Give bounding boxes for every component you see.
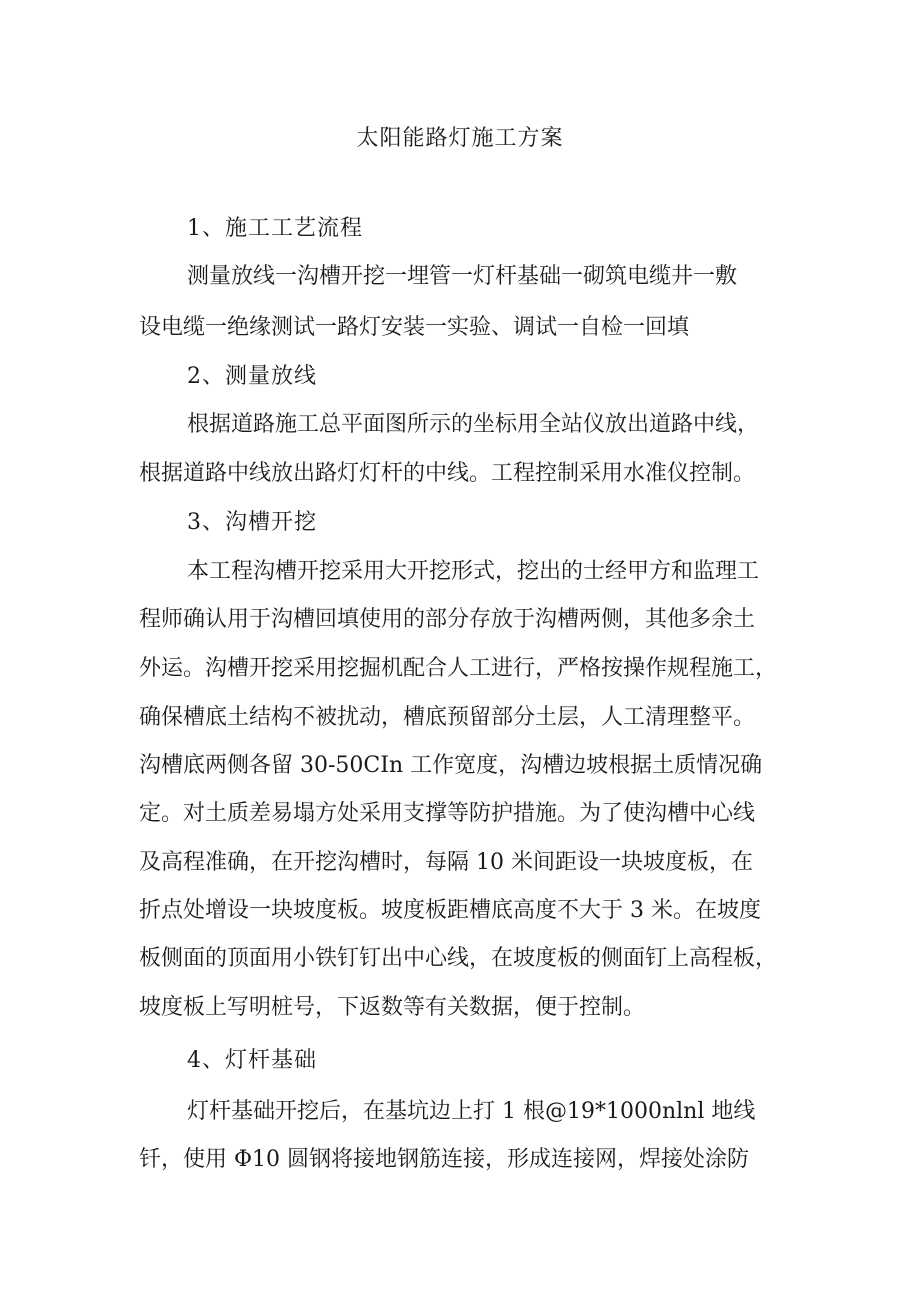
document-title: 太阳能路灯施工方案 <box>356 126 564 151</box>
section-heading-1: 1、施工工艺流程 <box>187 216 363 241</box>
paragraph-line: 折点处增设一块坡度板。坡度板距槽底高度不大于 3 米。在坡度 <box>139 898 761 923</box>
paragraph-line: 灯杆基础开挖后，在基坑边上打 1 根@19*1000nlnl 地线 <box>187 1099 756 1124</box>
section-heading-4: 4、灯杆基础 <box>187 1048 317 1073</box>
paragraph-line: 板侧面的顶面用小铁钉钉出中心线，在坡度板的侧面钉上高程板， <box>139 946 778 971</box>
paragraph-line: 根据道路施工总平面图所示的坐标用全站仪放出道路中线， <box>187 412 760 437</box>
paragraph-line: 本工程沟槽开挖采用大开挖形式，挖出的士经甲方和监理工 <box>187 559 760 584</box>
paragraph-line: 测量放线一沟槽开挖一埋管一灯杆基础一砌筑电缆井一敷 <box>187 264 738 289</box>
paragraph-line: 确保槽底土结构不被扰动，槽底预留部分土层，人工清理整平。 <box>139 705 756 730</box>
paragraph-line: 外运。沟槽开挖采用挖掘机配合人工进行，严格按操作规程施工， <box>139 656 778 681</box>
paragraph-line: 坡度板上写明桩号，下返数等有关数据，便于控制。 <box>139 995 646 1020</box>
paragraph-line: 程师确认用于沟槽回填使用的部分存放于沟槽两侧，其他多余土 <box>139 607 756 632</box>
paragraph-line: 沟槽底两侧各留 30-50CIn 工作宽度，沟槽边坡根据土质情况确 <box>139 753 763 778</box>
section-heading-3: 3、沟槽开挖 <box>187 510 317 535</box>
paragraph-line: 设电缆一绝缘测试一路灯安装一实验、调试一自检一回填 <box>139 315 690 340</box>
paragraph-line: 钎，使用 Φ10 圆钢将接地钢筋连接，形成连接网，焊接处涂防 <box>139 1147 750 1172</box>
paragraph-line: 及高程准确，在开挖沟槽时，每隔 10 米间距设一块坡度板，在 <box>139 850 753 875</box>
paragraph-line: 根据道路中线放出路灯灯杆的中线。工程控制采用水准仪控制。 <box>139 461 756 486</box>
section-heading-2: 2、测量放线 <box>187 364 317 389</box>
paragraph-line: 定。对土质差易塌方处采用支撑等防护措施。为了使沟槽中心线 <box>139 801 756 826</box>
